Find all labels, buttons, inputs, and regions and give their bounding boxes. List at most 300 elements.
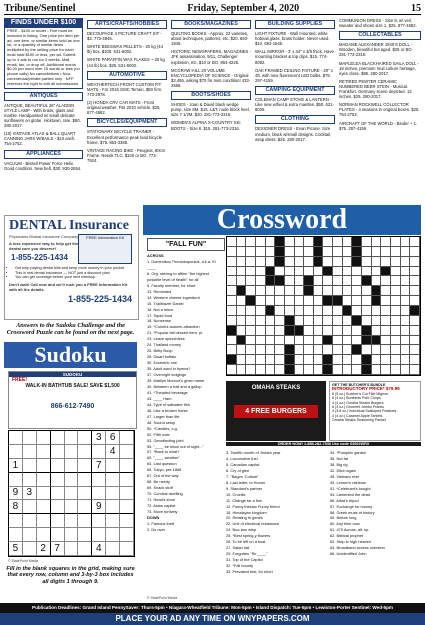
sudoku-cell[interactable]: [120, 431, 134, 445]
crossword-square[interactable]: [304, 237, 314, 247]
crossword-square[interactable]: [266, 296, 276, 306]
crossword-square[interactable]: [237, 267, 247, 277]
sudoku-cell[interactable]: [37, 514, 51, 528]
crossword-square[interactable]: [295, 247, 305, 257]
crossword-square[interactable]: [391, 267, 401, 277]
crossword-square[interactable]: [410, 336, 420, 346]
crossword-square[interactable]: [266, 326, 276, 336]
crossword-square[interactable]: [381, 316, 391, 326]
crossword-square[interactable]: [401, 296, 411, 306]
crossword-square[interactable]: [333, 257, 343, 267]
crossword-square[interactable]: [323, 276, 333, 286]
crossword-square[interactable]: [343, 286, 353, 296]
crossword-square[interactable]: [227, 276, 237, 286]
sudoku-cell[interactable]: [9, 445, 23, 459]
crossword-square[interactable]: [323, 345, 333, 355]
crossword-square[interactable]: [401, 237, 411, 247]
crossword-square[interactable]: [410, 267, 420, 277]
crossword-square[interactable]: [266, 355, 276, 365]
crossword-square[interactable]: [266, 247, 276, 257]
sudoku-cell[interactable]: 9: [9, 487, 23, 501]
sudoku-cell[interactable]: 4: [92, 542, 106, 556]
crossword-square[interactable]: [304, 355, 314, 365]
crossword-square[interactable]: [285, 247, 295, 257]
crossword-square[interactable]: [246, 237, 256, 247]
crossword-square[interactable]: [401, 316, 411, 326]
crossword-square[interactable]: [314, 316, 324, 326]
crossword-square[interactable]: [314, 336, 324, 346]
crossword-square[interactable]: [295, 286, 305, 296]
sudoku-cell[interactable]: [65, 473, 79, 487]
crossword-square[interactable]: [256, 267, 266, 277]
crossword-square[interactable]: [246, 326, 256, 336]
crossword-square[interactable]: [343, 276, 353, 286]
crossword-square[interactable]: [410, 355, 420, 365]
crossword-square[interactable]: [333, 355, 343, 365]
sudoku-cell[interactable]: [65, 528, 79, 542]
sudoku-cell[interactable]: [78, 500, 92, 514]
crossword-square[interactable]: [275, 345, 285, 355]
sudoku-cell[interactable]: [120, 487, 134, 501]
crossword-square[interactable]: [333, 336, 343, 346]
crossword-square[interactable]: [391, 316, 401, 326]
sudoku-cell[interactable]: [120, 445, 134, 459]
crossword-square[interactable]: [333, 365, 343, 375]
sudoku-cell[interactable]: [23, 528, 37, 542]
crossword-square[interactable]: [362, 267, 372, 277]
sudoku-cell[interactable]: 2: [37, 542, 51, 556]
sudoku-cell[interactable]: [78, 431, 92, 445]
crossword-square[interactable]: [285, 286, 295, 296]
crossword-square[interactable]: [227, 237, 237, 247]
sudoku-cell[interactable]: [37, 431, 51, 445]
crossword-square[interactable]: [314, 326, 324, 336]
crossword-square[interactable]: [256, 345, 266, 355]
sudoku-cell[interactable]: [106, 542, 120, 556]
crossword-square[interactable]: [237, 237, 247, 247]
crossword-square[interactable]: [333, 306, 343, 316]
crossword-square[interactable]: [266, 365, 276, 375]
crossword-square[interactable]: [295, 345, 305, 355]
crossword-square[interactable]: [381, 355, 391, 365]
sudoku-cell[interactable]: [65, 431, 79, 445]
crossword-square[interactable]: [314, 267, 324, 277]
crossword-square[interactable]: [372, 355, 382, 365]
crossword-square[interactable]: [381, 286, 391, 296]
crossword-square[interactable]: [275, 306, 285, 316]
crossword-square[interactable]: [275, 286, 285, 296]
sudoku-cell[interactable]: 6: [106, 431, 120, 445]
crossword-square[interactable]: [352, 296, 362, 306]
crossword-square[interactable]: [343, 336, 353, 346]
sudoku-cell[interactable]: [120, 473, 134, 487]
sudoku-cell[interactable]: [9, 514, 23, 528]
crossword-square[interactable]: [323, 257, 333, 267]
sudoku-cell[interactable]: 1: [9, 459, 23, 473]
crossword-square[interactable]: [227, 286, 237, 296]
crossword-square[interactable]: [275, 267, 285, 277]
sudoku-cell[interactable]: [51, 500, 65, 514]
crossword-square[interactable]: [227, 296, 237, 306]
sudoku-cell[interactable]: [65, 445, 79, 459]
sudoku-cell[interactable]: 4: [106, 445, 120, 459]
crossword-square[interactable]: [246, 355, 256, 365]
crossword-square[interactable]: [314, 296, 324, 306]
sudoku-cell[interactable]: [23, 431, 37, 445]
crossword-square[interactable]: [391, 276, 401, 286]
sudoku-cell[interactable]: [120, 500, 134, 514]
sudoku-cell[interactable]: [106, 528, 120, 542]
crossword-square[interactable]: [381, 276, 391, 286]
crossword-square[interactable]: [372, 326, 382, 336]
crossword-square[interactable]: [362, 306, 372, 316]
crossword-square[interactable]: [401, 276, 411, 286]
sudoku-cell[interactable]: [92, 514, 106, 528]
sudoku-cell[interactable]: [78, 473, 92, 487]
sudoku-cell[interactable]: 3: [23, 487, 37, 501]
sudoku-cell[interactable]: [120, 542, 134, 556]
crossword-square[interactable]: [410, 316, 420, 326]
crossword-square[interactable]: [256, 257, 266, 267]
sudoku-cell[interactable]: [106, 514, 120, 528]
crossword-square[interactable]: [410, 365, 420, 375]
crossword-square[interactable]: [333, 237, 343, 247]
crossword-square[interactable]: [237, 355, 247, 365]
crossword-square[interactable]: [333, 267, 343, 277]
crossword-square[interactable]: [343, 296, 353, 306]
crossword-square[interactable]: [391, 296, 401, 306]
crossword-square[interactable]: [362, 237, 372, 247]
crossword-square[interactable]: [343, 345, 353, 355]
crossword-square[interactable]: [304, 306, 314, 316]
sudoku-cell[interactable]: [51, 445, 65, 459]
crossword-square[interactable]: [227, 247, 237, 257]
crossword-square[interactable]: [266, 257, 276, 267]
crossword-square[interactable]: [333, 286, 343, 296]
crossword-square[interactable]: [381, 326, 391, 336]
sudoku-cell[interactable]: [78, 542, 92, 556]
sudoku-grid[interactable]: [8, 430, 135, 557]
crossword-square[interactable]: [401, 365, 411, 375]
crossword-square[interactable]: [362, 286, 372, 296]
crossword-square[interactable]: [285, 267, 295, 277]
crossword-square[interactable]: [372, 306, 382, 316]
crossword-square[interactable]: [256, 365, 266, 375]
crossword-square[interactable]: [256, 286, 266, 296]
crossword-square[interactable]: [285, 276, 295, 286]
crossword-square[interactable]: [314, 355, 324, 365]
crossword-square[interactable]: [256, 276, 266, 286]
sudoku-cell[interactable]: [51, 514, 65, 528]
crossword-square[interactable]: [343, 326, 353, 336]
crossword-square[interactable]: [372, 276, 382, 286]
crossword-square[interactable]: [285, 296, 295, 306]
sudoku-cell[interactable]: [65, 487, 79, 501]
crossword-square[interactable]: [343, 237, 353, 247]
sudoku-cell[interactable]: [23, 514, 37, 528]
crossword-square[interactable]: [372, 257, 382, 267]
crossword-square[interactable]: [381, 365, 391, 375]
crossword-square[interactable]: [391, 365, 401, 375]
crossword-square[interactable]: [343, 316, 353, 326]
crossword-square[interactable]: [256, 316, 266, 326]
crossword-square[interactable]: [246, 306, 256, 316]
crossword-square[interactable]: [266, 336, 276, 346]
crossword-square[interactable]: [352, 276, 362, 286]
crossword-square[interactable]: [352, 306, 362, 316]
crossword-square[interactable]: [362, 247, 372, 257]
crossword-square[interactable]: [285, 306, 295, 316]
crossword-square[interactable]: [381, 306, 391, 316]
sudoku-cell[interactable]: [37, 487, 51, 501]
crossword-square[interactable]: [227, 267, 237, 277]
crossword-square[interactable]: [256, 296, 266, 306]
sudoku-cell[interactable]: [92, 473, 106, 487]
crossword-square[interactable]: [285, 237, 295, 247]
sudoku-cell[interactable]: [106, 500, 120, 514]
crossword-square[interactable]: [352, 267, 362, 277]
sudoku-cell[interactable]: [106, 459, 120, 473]
crossword-square[interactable]: [237, 345, 247, 355]
crossword-square[interactable]: [295, 267, 305, 277]
crossword-square[interactable]: [333, 326, 343, 336]
sudoku-cell[interactable]: [92, 445, 106, 459]
crossword-square[interactable]: [237, 257, 247, 267]
crossword-square[interactable]: [362, 316, 372, 326]
crossword-square[interactable]: [227, 365, 237, 375]
crossword-square[interactable]: [256, 247, 266, 257]
crossword-square[interactable]: [372, 267, 382, 277]
crossword-square[interactable]: [256, 237, 266, 247]
sudoku-cell[interactable]: [23, 459, 37, 473]
crossword-square[interactable]: [381, 336, 391, 346]
crossword-square[interactable]: [246, 336, 256, 346]
crossword-square[interactable]: [304, 326, 314, 336]
crossword-square[interactable]: [343, 267, 353, 277]
sudoku-cell[interactable]: [37, 500, 51, 514]
crossword-square[interactable]: [391, 355, 401, 365]
crossword-square[interactable]: [323, 326, 333, 336]
crossword-square[interactable]: [410, 296, 420, 306]
crossword-square[interactable]: [352, 286, 362, 296]
crossword-square[interactable]: [304, 257, 314, 267]
crossword-square[interactable]: [246, 257, 256, 267]
omaha-steaks-ad[interactable]: [226, 381, 326, 441]
crossword-square[interactable]: [237, 365, 247, 375]
crossword-square[interactable]: [275, 296, 285, 306]
crossword-square[interactable]: [237, 276, 247, 286]
crossword-square[interactable]: [304, 247, 314, 257]
crossword-square[interactable]: [237, 316, 247, 326]
crossword-square[interactable]: [227, 257, 237, 267]
sudoku-cell[interactable]: [51, 487, 65, 501]
sudoku-cell[interactable]: [9, 528, 23, 542]
sudoku-cell[interactable]: [23, 445, 37, 459]
sudoku-cell[interactable]: [78, 445, 92, 459]
crossword-square[interactable]: [352, 326, 362, 336]
crossword-square[interactable]: [362, 257, 372, 267]
crossword-square[interactable]: [352, 336, 362, 346]
sudoku-cell[interactable]: [106, 487, 120, 501]
sudoku-cell[interactable]: [92, 528, 106, 542]
crossword-square[interactable]: [323, 237, 333, 247]
crossword-square[interactable]: [323, 286, 333, 296]
sudoku-cell[interactable]: [65, 500, 79, 514]
sudoku-cell[interactable]: [37, 528, 51, 542]
crossword-square[interactable]: [266, 286, 276, 296]
sudoku-cell[interactable]: [37, 459, 51, 473]
crossword-square[interactable]: [246, 365, 256, 375]
crossword-square[interactable]: [372, 247, 382, 257]
sudoku-cell[interactable]: [23, 542, 37, 556]
dental-insurance-ad[interactable]: [4, 215, 139, 320]
crossword-square[interactable]: [362, 345, 372, 355]
crossword-square[interactable]: [266, 237, 276, 247]
crossword-square[interactable]: [401, 345, 411, 355]
crossword-square[interactable]: [372, 365, 382, 375]
crossword-square[interactable]: [391, 237, 401, 247]
sudoku-cell[interactable]: [23, 473, 37, 487]
crossword-square[interactable]: [295, 306, 305, 316]
crossword-square[interactable]: [304, 365, 314, 375]
crossword-square[interactable]: [401, 336, 411, 346]
crossword-square[interactable]: [227, 316, 237, 326]
crossword-square[interactable]: [227, 345, 237, 355]
crossword-square[interactable]: [333, 345, 343, 355]
crossword-grid[interactable]: [226, 236, 421, 376]
sudoku-cell[interactable]: [106, 473, 120, 487]
crossword-square[interactable]: [237, 306, 247, 316]
crossword-square[interactable]: [343, 257, 353, 267]
crossword-square[interactable]: [266, 316, 276, 326]
crossword-square[interactable]: [381, 247, 391, 257]
crossword-square[interactable]: [275, 365, 285, 375]
crossword-square[interactable]: [362, 296, 372, 306]
crossword-square[interactable]: [295, 365, 305, 375]
crossword-square[interactable]: [391, 306, 401, 316]
crossword-square[interactable]: [391, 326, 401, 336]
crossword-square[interactable]: [401, 247, 411, 257]
crossword-square[interactable]: [401, 267, 411, 277]
crossword-square[interactable]: [343, 355, 353, 365]
crossword-square[interactable]: [391, 247, 401, 257]
crossword-square[interactable]: [391, 257, 401, 267]
crossword-square[interactable]: [275, 326, 285, 336]
sudoku-cell[interactable]: [23, 500, 37, 514]
crossword-square[interactable]: [401, 286, 411, 296]
crossword-square[interactable]: [256, 355, 266, 365]
crossword-square[interactable]: [304, 316, 314, 326]
sudoku-cell[interactable]: 7: [51, 542, 65, 556]
crossword-square[interactable]: [295, 336, 305, 346]
crossword-square[interactable]: [391, 345, 401, 355]
crossword-square[interactable]: [266, 345, 276, 355]
crossword-square[interactable]: [227, 336, 237, 346]
crossword-square[interactable]: [295, 316, 305, 326]
sudoku-cell[interactable]: [120, 514, 134, 528]
crossword-square[interactable]: [343, 247, 353, 257]
crossword-square[interactable]: [246, 286, 256, 296]
crossword-square[interactable]: [256, 326, 266, 336]
crossword-square[interactable]: [391, 336, 401, 346]
sudoku-cell[interactable]: [9, 473, 23, 487]
crossword-square[interactable]: [285, 257, 295, 267]
crossword-square[interactable]: [304, 345, 314, 355]
crossword-square[interactable]: [401, 257, 411, 267]
crossword-square[interactable]: [314, 345, 324, 355]
crossword-square[interactable]: [246, 267, 256, 277]
crossword-square[interactable]: [295, 276, 305, 286]
crossword-square[interactable]: [372, 345, 382, 355]
crossword-square[interactable]: [381, 345, 391, 355]
crossword-square[interactable]: [295, 237, 305, 247]
crossword-square[interactable]: [323, 247, 333, 257]
sudoku-cell[interactable]: [65, 459, 79, 473]
crossword-square[interactable]: [285, 336, 295, 346]
crossword-square[interactable]: [410, 345, 420, 355]
crossword-square[interactable]: [295, 355, 305, 365]
sudoku-cell[interactable]: [78, 487, 92, 501]
crossword-square[interactable]: [246, 316, 256, 326]
sudoku-cell[interactable]: 7: [92, 459, 106, 473]
sudoku-cell[interactable]: [78, 528, 92, 542]
crossword-square[interactable]: [410, 276, 420, 286]
sudoku-cell[interactable]: [65, 514, 79, 528]
crossword-square[interactable]: [246, 276, 256, 286]
crossword-square[interactable]: [410, 257, 420, 267]
crossword-square[interactable]: [401, 306, 411, 316]
place-ad-banner[interactable]: PLACE YOUR AD ANY TIME ON WNYPAPERS.COM: [0, 613, 425, 625]
crossword-square[interactable]: [275, 336, 285, 346]
crossword-square[interactable]: [295, 296, 305, 306]
crossword-square[interactable]: [410, 237, 420, 247]
sudoku-cell[interactable]: 8: [9, 500, 23, 514]
sudoku-cell[interactable]: [120, 528, 134, 542]
crossword-square[interactable]: [323, 316, 333, 326]
sudoku-cell[interactable]: [78, 514, 92, 528]
crossword-square[interactable]: [381, 237, 391, 247]
crossword-square[interactable]: [295, 257, 305, 267]
crossword-square[interactable]: [391, 286, 401, 296]
crossword-square[interactable]: [314, 276, 324, 286]
sudoku-cell[interactable]: [9, 431, 23, 445]
sudoku-cell[interactable]: [120, 459, 134, 473]
crossword-square[interactable]: [372, 316, 382, 326]
crossword-square[interactable]: [401, 326, 411, 336]
crossword-square[interactable]: [410, 286, 420, 296]
crossword-square[interactable]: [275, 316, 285, 326]
crossword-square[interactable]: [323, 306, 333, 316]
crossword-square[interactable]: [304, 267, 314, 277]
crossword-square[interactable]: [410, 326, 420, 336]
crossword-square[interactable]: [314, 365, 324, 375]
crossword-square[interactable]: [381, 257, 391, 267]
crossword-square[interactable]: [246, 247, 256, 257]
crossword-square[interactable]: [227, 306, 237, 316]
crossword-square[interactable]: [256, 336, 266, 346]
crossword-square[interactable]: [237, 247, 247, 257]
sudoku-cell[interactable]: 3: [92, 431, 106, 445]
crossword-square[interactable]: [343, 365, 353, 375]
sudoku-cell[interactable]: [37, 473, 51, 487]
crossword-square[interactable]: [352, 355, 362, 365]
sudoku-cell[interactable]: [51, 459, 65, 473]
crossword-square[interactable]: [256, 306, 266, 316]
sudoku-cell[interactable]: [37, 445, 51, 459]
sudoku-cell[interactable]: [51, 528, 65, 542]
crossword-square[interactable]: [314, 286, 324, 296]
crossword-square[interactable]: [381, 296, 391, 306]
